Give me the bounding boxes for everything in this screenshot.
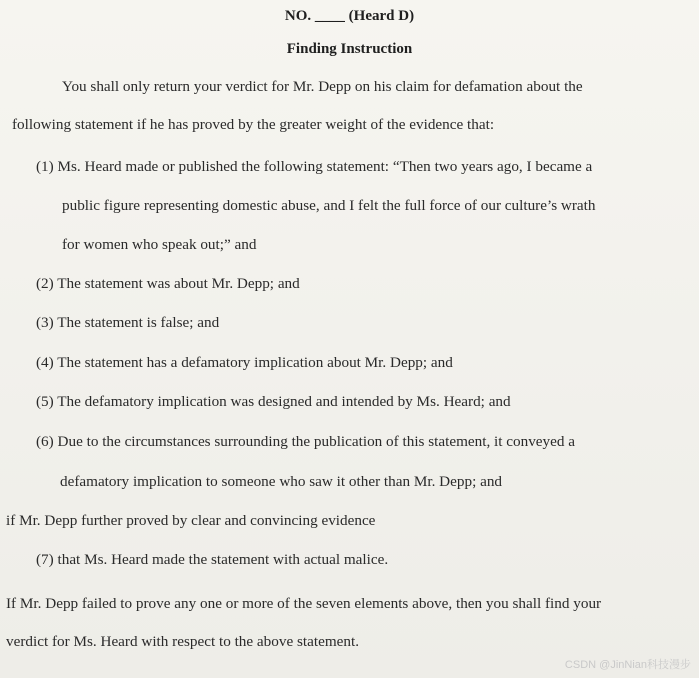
element-6-line-2: defamatory implication to someone who saw it other than Mr. Depp; and (60, 473, 503, 490)
element-6-line-1: (6) Due to the circumstances surrounding the publication of this statement, it conveyed a (36, 433, 576, 450)
closing-line-2: verdict for Ms. Heard with respect to the above statement. (6, 633, 359, 650)
intro-line-2: following statement if he has proved by the greater weight of the evidence that: (12, 116, 495, 133)
further-proof-line: if Mr. Depp further proved by clear and convincing evidence (6, 512, 376, 529)
element-7: (7) that Ms. Heard made the statement with actual malice. (36, 551, 389, 568)
instruction-title: Finding Instruction (286, 41, 413, 57)
closing-line-1: If Mr. Depp failed to prove any one or more of the seven elements above, then you shall find your (6, 595, 602, 612)
element-1-line-3: for women who speak out;” and (62, 236, 257, 253)
element-4: (4) The statement has a defamatory implication about Mr. Depp; and (36, 354, 453, 371)
element-3: (3) The statement is false; and (36, 314, 220, 331)
element-5: (5) The defamatory implication was designed and intended by Ms. Heard; and (36, 393, 511, 410)
element-2: (2) The statement was about Mr. Depp; and (36, 275, 300, 292)
source-watermark: CSDN @JinNian科技漫步 (564, 659, 691, 671)
instruction-number: NO. ____ (Heard D) (284, 8, 415, 24)
element-1-line-2: public figure representing domestic abuse, and I felt the full force of our culture’s wrath (62, 197, 596, 214)
intro-line-1: You shall only return your verdict for Mr. Depp on his claim for defamation about the (62, 78, 583, 95)
element-1-line-1: (1) Ms. Heard made or published the following statement: “Then two years ago, I became a (36, 158, 593, 175)
